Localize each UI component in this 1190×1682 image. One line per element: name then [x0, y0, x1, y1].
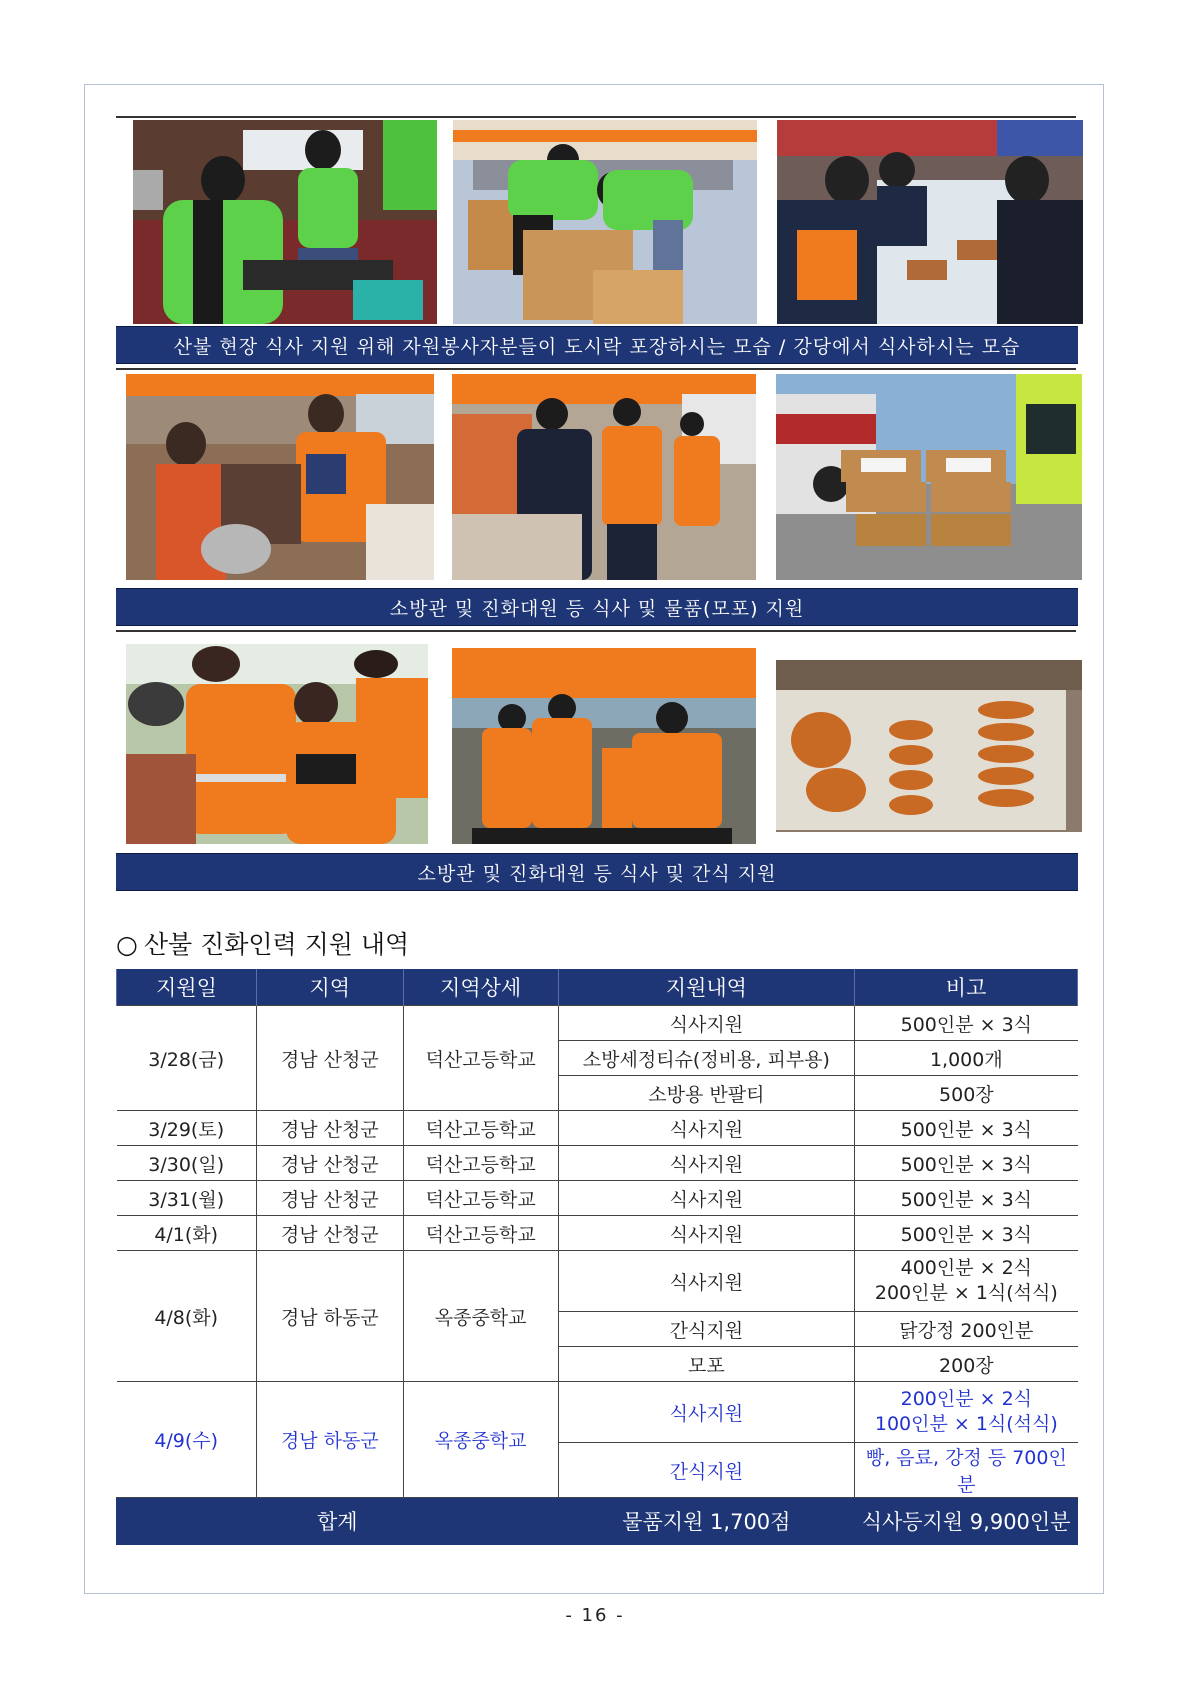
- cell-note: 500장: [855, 1076, 1078, 1111]
- cell-support: 모포: [558, 1347, 855, 1382]
- table-row: [117, 1216, 1078, 1251]
- table-total-row: [117, 1498, 1078, 1545]
- cell-support: 식사지원: [558, 1382, 855, 1443]
- cell-support: 식사지원: [558, 1006, 855, 1041]
- cell-note: 500인분 × 3식: [855, 1146, 1078, 1181]
- divider-line: [116, 116, 1076, 118]
- cell-support: 소방용 반팔티: [558, 1076, 855, 1111]
- cell-note-line: 100인분 × 1식(석식): [874, 1413, 1058, 1435]
- cell-region: 경남 산청군: [256, 1111, 403, 1146]
- cell-note-line: 400인분 × 2식: [900, 1257, 1033, 1279]
- header-region: 지역: [256, 969, 403, 1006]
- table-row: [117, 1111, 1078, 1146]
- photo-caption-1: 산불 현장 식사 지원 위해 자원봉사자분들이 도시락 포장하시는 모습 / 강당에서 식사하시는 모습: [116, 326, 1078, 364]
- table-row: [117, 1146, 1078, 1181]
- cell-date: 3/31(월): [117, 1181, 257, 1216]
- cell-date: 4/8(화): [117, 1251, 257, 1382]
- header-support: 지원내역: [558, 969, 855, 1006]
- divider-line: [116, 368, 1076, 370]
- cell-note: 닭강정 200인분: [855, 1312, 1078, 1347]
- circle-bullet-icon: ○: [116, 930, 138, 959]
- cell-note: 500인분 × 3식: [855, 1006, 1078, 1041]
- cell-support: 간식지원: [558, 1312, 855, 1347]
- photo-volunteer-fire-team: [126, 644, 428, 844]
- cell-region-detail: 덕산고등학교: [403, 1216, 558, 1251]
- total-meals: 식사등지원 9,900인분: [855, 1498, 1078, 1545]
- header-note: 비고: [855, 969, 1078, 1006]
- header-date: 지원일: [117, 969, 257, 1006]
- total-label: 합계: [117, 1498, 559, 1545]
- cell-region-detail: 덕산고등학교: [403, 1111, 558, 1146]
- photo-volunteers-boxing: [453, 120, 757, 324]
- photo-firefighters-eating: [777, 120, 1083, 324]
- header-region-detail: 지역상세: [403, 969, 558, 1006]
- cell-note: 200장: [855, 1347, 1078, 1382]
- cell-note: 500인분 × 3식: [855, 1181, 1078, 1216]
- cell-note: 500인분 × 3식: [855, 1216, 1078, 1251]
- cell-note: 500인분 × 3식: [855, 1111, 1078, 1146]
- cell-date: 4/9(수): [117, 1382, 257, 1498]
- cell-date: 3/30(일): [117, 1146, 257, 1181]
- cell-region-detail: 옥종중학교: [403, 1382, 558, 1498]
- cell-note-line: 200인분 × 2식: [900, 1388, 1033, 1410]
- total-goods: 물품지원 1,700점: [558, 1498, 855, 1545]
- cell-note: [855, 1382, 1078, 1443]
- table-row: [117, 1382, 1078, 1443]
- cell-region-detail: 덕산고등학교: [403, 1006, 558, 1111]
- cell-note: [855, 1251, 1078, 1312]
- photo-caption-2: 소방관 및 진화대원 등 식사 및 물품(모포) 지원: [116, 588, 1078, 626]
- cell-support: 소방세정티슈(정비용, 피부용): [558, 1041, 855, 1076]
- photo-firefighters-receiving-meals: [452, 374, 756, 580]
- support-table: [116, 969, 1078, 1545]
- cell-region: 경남 하동군: [256, 1382, 403, 1498]
- cell-support: 식사지원: [558, 1146, 855, 1181]
- cell-note-line: 200인분 × 1식(석식): [874, 1282, 1058, 1304]
- cell-support: 간식지원: [558, 1443, 855, 1498]
- photo-blanket-boxes: [776, 374, 1082, 580]
- page-number: - 16 -: [565, 1605, 625, 1626]
- cell-date: 3/29(토): [117, 1111, 257, 1146]
- cell-date: 3/28(금): [117, 1006, 257, 1111]
- cell-region-detail: 옥종중학교: [403, 1251, 558, 1382]
- cell-note: 1,000개: [855, 1041, 1078, 1076]
- cell-date: 4/1(화): [117, 1216, 257, 1251]
- cell-support: 식사지원: [558, 1216, 855, 1251]
- cell-support: 식사지원: [558, 1251, 855, 1312]
- cell-region: 경남 산청군: [256, 1216, 403, 1251]
- cell-support: 식사지원: [558, 1181, 855, 1216]
- table-row: [117, 1006, 1078, 1041]
- cell-region: 경남 산청군: [256, 1146, 403, 1181]
- section-title: [116, 925, 409, 961]
- cell-region-detail: 덕산고등학교: [403, 1181, 558, 1216]
- photo-bread-boxes: [776, 660, 1082, 832]
- photo-firefighters-snack-tent: [452, 648, 756, 844]
- photo-caption-3: 소방관 및 진화대원 등 식사 및 간식 지원: [116, 853, 1078, 891]
- photo-volunteers-packing: [133, 120, 437, 324]
- divider-line: [116, 630, 1076, 632]
- cell-region: 경남 하동군: [256, 1251, 403, 1382]
- table-row: [117, 1181, 1078, 1216]
- table-row: [117, 1251, 1078, 1312]
- section-title-text: 산불 진화인력 지원 내역: [143, 930, 410, 959]
- cell-note: 빵, 음료, 강정 등 700인분: [855, 1443, 1078, 1498]
- cell-support: 식사지원: [558, 1111, 855, 1146]
- cell-region: 경남 산청군: [256, 1181, 403, 1216]
- cell-region: 경남 산청군: [256, 1006, 403, 1111]
- cell-region-detail: 덕산고등학교: [403, 1146, 558, 1181]
- photo-meal-distribution-tent: [126, 374, 434, 580]
- table-header-row: [117, 969, 1078, 1006]
